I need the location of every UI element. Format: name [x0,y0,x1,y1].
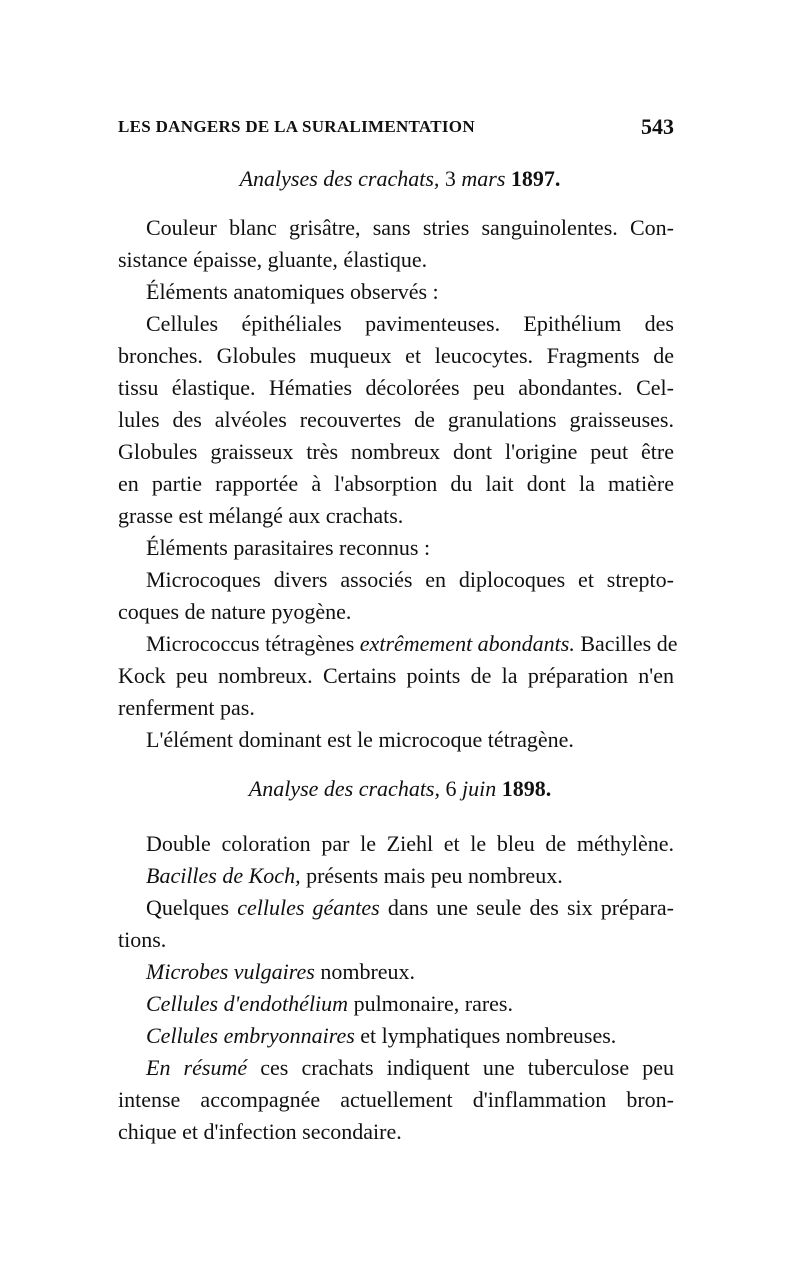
title-1-prefix: Analyses des crachats, [239,166,440,191]
title-2-prefix: Analyse des crachats, [248,776,440,801]
title-2-year: 1898. [501,776,552,801]
text-line: intense accompagnée actuellement d'inflammation bron- [118,1087,674,1112]
text-line: Éléments parasitaires reconnus : [146,535,431,560]
text-line: Cellules épithéliales pavimenteuses. Epithélium des [146,311,674,336]
text-line: chique et d'infection secondaire. [118,1119,402,1144]
page-header [0,114,674,141]
text-line [118,892,674,924]
quelques-pre: Quelques [146,895,230,920]
en-resume-italic: En résumé [146,1055,248,1080]
en-resume-post: ces crachats indiquent une tuberculose peu [260,1055,675,1080]
microbes-italic: Microbes vulgaires [146,959,315,984]
text-line [118,1020,674,1052]
embryonnaires-post: et lymphatiques nombreuses. [360,1023,617,1048]
text-line [118,988,674,1020]
text-line: Éléments anatomiques observés : [146,279,439,304]
text-line [118,1052,674,1084]
title-1-day: 3 [444,166,456,191]
quelques-post: dans une seule des six prépara- [387,895,675,920]
bacilles-italic: Bacilles de Koch, [146,863,301,888]
text-line: coques de nature pyogène. [118,599,352,624]
endothelium-post: pulmonaire, rares. [353,991,513,1016]
microbes-post: nombreux. [320,959,416,984]
text-line: Kock peu nombreux. Certains points de la préparation n'en [118,663,674,688]
section-title-1 [0,166,800,192]
text-line: Globules graisseux très nombreux dont l'origine peut être [118,439,674,464]
title-1-year: 1897. [510,166,561,191]
embryonnaires-italic: Cellules embryonnaires [146,1023,355,1048]
text-line [118,860,674,892]
section-title-2 [0,776,800,802]
running-title: LES DANGERS DE LA SURALIMENTATION [118,117,475,136]
text-line-micrococcus [118,628,678,660]
text-line: Couleur blanc grisâtre, sans stries sanguinolentes. Con- [146,215,674,240]
text-line: lules des alvéoles recouvertes de granulations graisseuses. [118,407,674,432]
title-1-month: mars [461,166,506,191]
text-line: sistance épaisse, gluante, élastique. [118,247,428,272]
text-line: Microcoques divers associés en diplocoques et strepto- [146,567,674,592]
bacilles-post: présents mais peu nombreux. [306,863,563,888]
page-number: 543 [641,114,674,139]
text-line: en partie rapportée à l'absorption du lait dont la matière [118,471,674,496]
text-line [118,956,674,988]
micrococcus-pre: Micrococcus tétragènes [146,631,355,656]
text-line: Double coloration par le Ziehl et le bleu de méthylène. [146,831,674,856]
text-line: bronches. Globules muqueux et leucocytes. Fragments de [118,343,674,368]
title-2-day: 6 [445,776,457,801]
text-line: tissu élastique. Hématies décolorées peu abondantes. Cel- [118,375,674,400]
text-line: tions. [118,927,167,952]
cellules-geantes-italic: cellules géantes [237,895,380,920]
text-line: renferment pas. [118,695,255,720]
micrococcus-post: Bacilles de [580,631,678,656]
endothelium-italic: Cellules d'endothélium [146,991,349,1016]
title-2-month: juin [462,776,497,801]
micrococcus-italic: extrêmement abondants. [359,631,575,656]
text-line: grasse est mélangé aux crachats. [118,503,404,528]
text-line: L'élément dominant est le microcoque tétragène. [146,727,574,752]
